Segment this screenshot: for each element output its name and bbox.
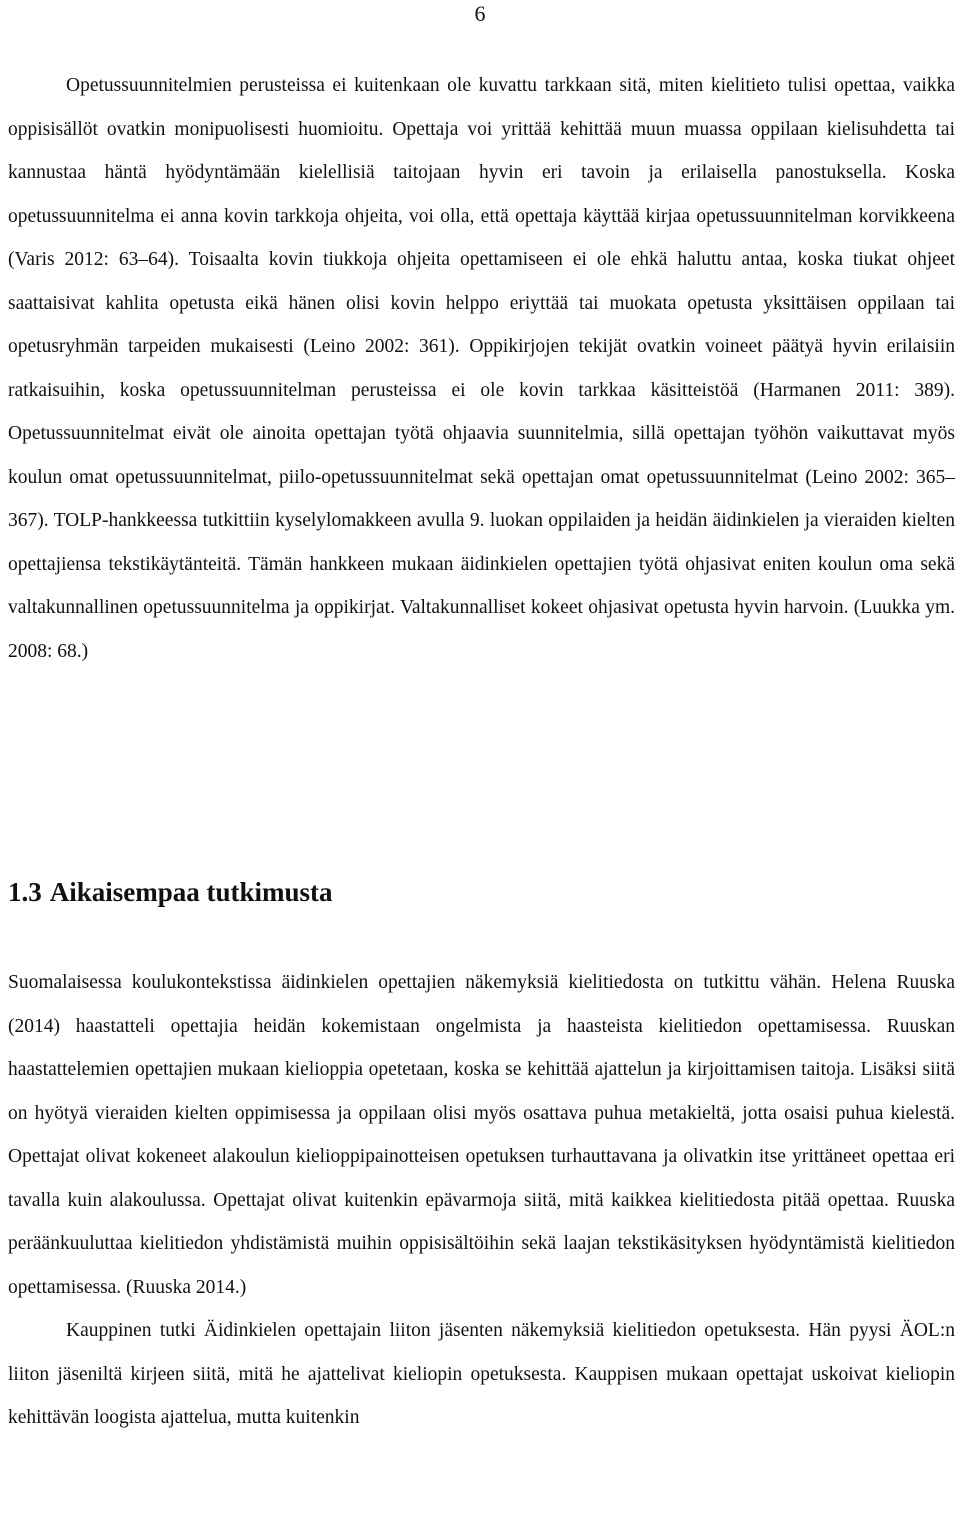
section-title: Aikaisempaa tutkimusta bbox=[49, 877, 333, 907]
section-heading bbox=[8, 875, 333, 909]
paragraph-block-2 bbox=[8, 961, 955, 1440]
body-paragraph: Suomalaisessa koulukontekstissa äidinkielen opettajien näkemyksiä kielitiedosta on tutkittu vähän. Helena Ruuska (2014) haastatteli opettajia heidän kokemistaan ongelmista ja haasteista kielitiedon opettamisessa. Ruuskan haastattelemien opettajien mukaan kielioppia opetetaan, koska se kehittää ajattelun ja kirjoittamisen taitoja. Lisäksi siitä on hyötyä vieraiden kielten oppimisessa ja oppilaan olisi myös osattava puhua metakieltä, jotta osaisi puhua kielestä. Opettajat olivat kokeneet alakoulun kielioppipainotteisen opetuksen turhauttavana ja olivatkin itse yrittäneet opettaa eri tavalla kuin alakoulussa. Opettajat olivat kuitenkin epävarmoja siitä, mitä kaikkea kielitiedosta pitää opettaa. Ruuska peräänkuuluttaa kielitiedon yhdistämistä muihin oppisisältöihin sekä laajan tekstikäsityksen hyödyntämistä kielitiedon opettamisessa. (Ruuska 2014.) bbox=[8, 972, 955, 1298]
body-paragraph: Kauppinen tutki Äidinkielen opettajain liiton jäsenten näkemyksiä kielitiedon opetuksesta. Hän pyysi ÄOL:n liiton jäseniltä kirjeen siitä, mitä he ajattelivat kieliopin opetuksesta. Kauppisen mukaan opettajat uskoivat kieliopin kehittävän loogista ajattelua, mutta kuitenkin bbox=[8, 1320, 955, 1428]
body-paragraph: Opetussuunnitelmien perusteissa ei kuitenkaan ole kuvattu tarkkaan sitä, miten kielitieto tulisi opettaa, vaikka oppisisällöt ovatkin monipuolisesti huomioitu. Opettaja voi yrittää kehittää muun muassa oppilaan kielisuhdetta tai kannustaa häntä hyödyntämään kielellisiä taitojaan hyvin eri tavoin ja erilaisella panostuksella. Koska opetussuunnitelma ei anna kovin tarkkoja ohjeita, voi olla, että opettaja käyttää kirjaa opetussuunnitelman korvikkeena (Varis 2012: 63–64). Toisaalta kovin tiukkoja ohjeita opettamiseen ei ole ehkä haluttu antaa, koska tiukat ohjeet saattaisivat kahlita opetusta eikä hänen olisi kovin helppo eriyttää tai muokata opetusta yksittäisen oppilaan tai opetusryhmän tarpeiden mukaisesti (Leino 2002: 361). Oppikirjojen tekijät ovatkin voineet päätyä hyvin erilaisiin ratkaisuihin, koska opetussuunnitelman perusteissa ei ole kovin tarkkaa käsitteistöä (Harmanen 2011: 389). Opetussuunnitelmat eivät ole ainoita opettajan työtä ohjaavia suunnitelmia, sillä opettajan työhön vaikuttavat myös koulun omat opetussuunnitelmat, piilo-opetussuunnitelmat sekä opettajan omat opetussuunnitelmat (Leino 2002: 365–367). TOLP-hankkeessa tutkittiin kyselylomakkeen avulla 9. luokan oppilaiden ja heidän äidinkielen ja vieraiden kielten opettajiensa tekstikäytänteitä. Tämän hankkeen mukaan äidinkielen opettajien työtä ohjasivat eniten koulun oma sekä valtakunnallinen opetussuunnitelma ja oppikirjat. Valtakunnalliset kokeet ohjasivat opetusta hyvin harvoin. (Luukka ym. 2008: 68.) bbox=[8, 75, 955, 662]
section-number: 1.3 bbox=[8, 877, 42, 907]
section-heading-block bbox=[8, 875, 333, 909]
paragraph-block-1 bbox=[8, 64, 955, 673]
page-number: 6 bbox=[474, 1, 486, 26]
